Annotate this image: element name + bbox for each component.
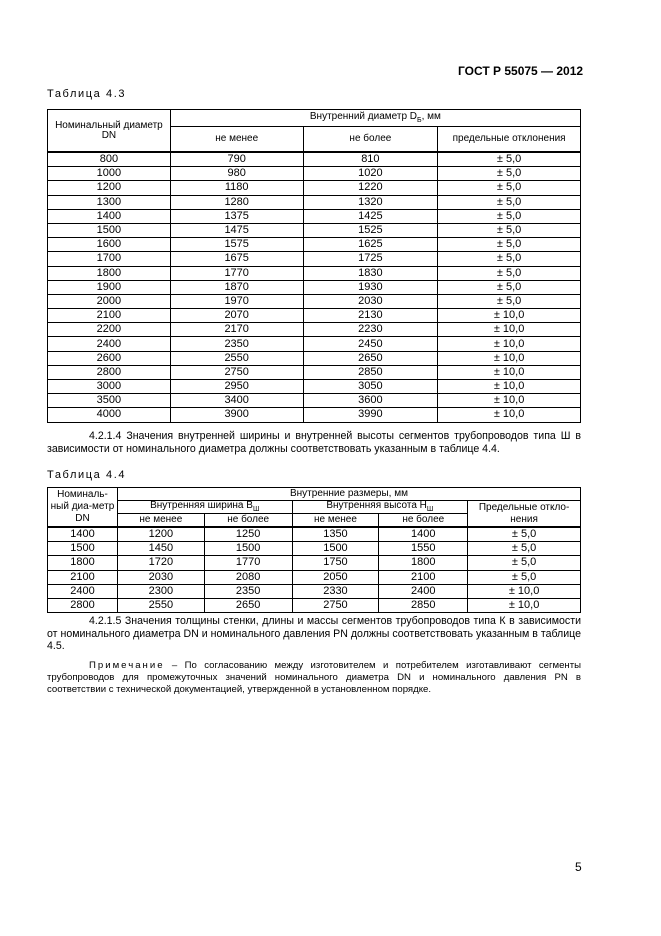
t44-cell: 1770 xyxy=(204,556,292,570)
t43-row xyxy=(48,252,581,266)
t44-row xyxy=(48,542,581,556)
t43-cell: 2800 xyxy=(48,365,171,379)
t43-cell: ± 5,0 xyxy=(438,152,581,167)
t43-cell: 2400 xyxy=(48,337,171,351)
t43-cell: 1770 xyxy=(170,266,303,280)
t43-cell: 2070 xyxy=(170,309,303,323)
t44-header-max2: не более xyxy=(379,514,468,528)
t43-cell: 1675 xyxy=(170,252,303,266)
t43-cell: 1900 xyxy=(48,280,171,294)
t43-cell: 1020 xyxy=(303,167,438,181)
t43-cell: 2450 xyxy=(303,337,438,351)
t44-cell: 1450 xyxy=(117,542,204,556)
t43-cell: 1475 xyxy=(170,223,303,237)
t43-cell: 3600 xyxy=(303,394,438,408)
t43-cell: 3400 xyxy=(170,394,303,408)
paragraph-4-2-1-5: 4.2.1.5 Значения толщины стенки, длины и массы сегментов трубопроводов типа К в зависимости от номинального диаметра DN и номинального давления PN должны соответствовать указанным в таблице 4.5. xyxy=(47,615,581,652)
t43-cell: 800 xyxy=(48,152,171,167)
t43-row xyxy=(48,195,581,209)
t43-cell: 1575 xyxy=(170,238,303,252)
t43-cell: 810 xyxy=(303,152,438,167)
table-4-4 xyxy=(47,487,581,613)
t44-cell: 1720 xyxy=(117,556,204,570)
t43-cell: 2950 xyxy=(170,380,303,394)
t43-cell: ± 5,0 xyxy=(438,266,581,280)
t44-header-dn: Номиналь-ный диа-метр DN xyxy=(48,488,118,528)
t44-cell: ± 5,0 xyxy=(468,542,581,556)
t43-cell: 3000 xyxy=(48,380,171,394)
t44-header-dev: Предельные откло-нения xyxy=(468,501,581,528)
t43-cell: 1500 xyxy=(48,223,171,237)
t43-cell: 1830 xyxy=(303,266,438,280)
t43-cell: 1180 xyxy=(170,181,303,195)
t44-row xyxy=(48,584,581,598)
t43-cell: 1320 xyxy=(303,195,438,209)
t43-row xyxy=(48,209,581,223)
note-text: – По согласованию между изготовителем и потребителем изготавливают сегменты трубопроводов для промежуточных значений номинального диаметра DN и номинального давления PN в соответствии с технической документацией, утвержденной в установленном порядке. xyxy=(47,660,581,695)
t43-cell: 1600 xyxy=(48,238,171,252)
t44-cell: 1400 xyxy=(379,527,468,542)
t43-cell: ± 5,0 xyxy=(438,167,581,181)
t43-cell: ± 10,0 xyxy=(438,351,581,365)
t43-cell: ± 5,0 xyxy=(438,252,581,266)
t44-cell: 2850 xyxy=(379,598,468,612)
t43-cell: 790 xyxy=(170,152,303,167)
t44-row xyxy=(48,556,581,570)
t43-cell: 2230 xyxy=(303,323,438,337)
t44-cell: 2030 xyxy=(117,570,204,584)
t44-header-min1: не менее xyxy=(117,514,204,528)
t43-cell: 2650 xyxy=(303,351,438,365)
t43-cell: 1930 xyxy=(303,280,438,294)
t43-cell: 1425 xyxy=(303,209,438,223)
t43-cell: ± 5,0 xyxy=(438,195,581,209)
t44-row xyxy=(48,527,581,542)
t43-cell: 2000 xyxy=(48,294,171,308)
t43-cell: 1725 xyxy=(303,252,438,266)
t44-cell: 2330 xyxy=(292,584,379,598)
table-4-4-caption: Таблица 4.4 xyxy=(47,469,127,481)
t44-cell: 1250 xyxy=(204,527,292,542)
t43-cell: 2850 xyxy=(303,365,438,379)
t44-header-max1: не более xyxy=(204,514,292,528)
t43-row xyxy=(48,266,581,280)
t44-cell: 2100 xyxy=(379,570,468,584)
t43-cell: ± 10,0 xyxy=(438,380,581,394)
t43-cell: ± 10,0 xyxy=(438,365,581,379)
t43-row xyxy=(48,351,581,365)
t43-row xyxy=(48,223,581,237)
t43-cell: 1400 xyxy=(48,209,171,223)
t44-header-height: Внутренняя высота $H_Ш$ xyxy=(292,501,468,514)
t44-header-group: Внутренние размеры, мм xyxy=(117,488,580,501)
t43-header-max: не более xyxy=(303,127,438,153)
table-4-3-caption: Таблица 4.3 xyxy=(47,88,127,100)
table-4-3 xyxy=(47,109,581,423)
t43-cell: 1300 xyxy=(48,195,171,209)
t43-cell: 3990 xyxy=(303,408,438,422)
t44-cell: ± 5,0 xyxy=(468,556,581,570)
t43-row xyxy=(48,337,581,351)
t44-cell: 1200 xyxy=(117,527,204,542)
t44-cell: ± 5,0 xyxy=(468,527,581,542)
t43-row xyxy=(48,181,581,195)
t44-row xyxy=(48,598,581,612)
t44-cell: 1500 xyxy=(204,542,292,556)
t44-cell: 1800 xyxy=(48,556,118,570)
t43-row xyxy=(48,294,581,308)
t43-header-dev: предельные отклонения xyxy=(438,127,581,153)
t43-header-min: не менее xyxy=(170,127,303,153)
t44-cell: ± 10,0 xyxy=(468,584,581,598)
t43-cell: ± 5,0 xyxy=(438,280,581,294)
t43-cell: 2130 xyxy=(303,309,438,323)
page-number: 5 xyxy=(575,860,582,874)
t43-cell: 1525 xyxy=(303,223,438,237)
t43-cell: 1625 xyxy=(303,238,438,252)
t44-cell: 2550 xyxy=(117,598,204,612)
t43-cell: 2200 xyxy=(48,323,171,337)
t43-row xyxy=(48,238,581,252)
t43-header-dn: Номинальный диаметр DN xyxy=(48,110,171,153)
t43-cell: ± 10,0 xyxy=(438,309,581,323)
note-label: Примечание xyxy=(89,660,165,671)
t44-cell: 1350 xyxy=(292,527,379,542)
t43-cell: 3050 xyxy=(303,380,438,394)
t44-cell: ± 5,0 xyxy=(468,570,581,584)
t44-cell: 1550 xyxy=(379,542,468,556)
t43-cell: 2100 xyxy=(48,309,171,323)
t43-cell: 1200 xyxy=(48,181,171,195)
t43-cell: 2170 xyxy=(170,323,303,337)
t43-cell: 1375 xyxy=(170,209,303,223)
t43-cell: 4000 xyxy=(48,408,171,422)
t44-cell: 2080 xyxy=(204,570,292,584)
t43-cell: ± 10,0 xyxy=(438,408,581,422)
t43-row xyxy=(48,365,581,379)
t43-row xyxy=(48,394,581,408)
t43-cell: ± 5,0 xyxy=(438,294,581,308)
standard-number: ГОСТ Р 55075 — 2012 xyxy=(458,64,584,78)
t44-cell: 1800 xyxy=(379,556,468,570)
t43-cell: 1280 xyxy=(170,195,303,209)
t44-cell: ± 10,0 xyxy=(468,598,581,612)
t43-cell: 1700 xyxy=(48,252,171,266)
t43-row xyxy=(48,152,581,167)
t43-cell: 1800 xyxy=(48,266,171,280)
t43-row xyxy=(48,309,581,323)
t44-cell: 1500 xyxy=(292,542,379,556)
t43-cell: 2750 xyxy=(170,365,303,379)
t44-cell: 2750 xyxy=(292,598,379,612)
t44-cell: 2400 xyxy=(48,584,118,598)
t43-row xyxy=(48,380,581,394)
t43-cell: 2600 xyxy=(48,351,171,365)
t44-cell: 2350 xyxy=(204,584,292,598)
t44-cell: 2100 xyxy=(48,570,118,584)
t43-row xyxy=(48,167,581,181)
t43-cell: ± 10,0 xyxy=(438,323,581,337)
t43-cell: 980 xyxy=(170,167,303,181)
t44-cell: 1400 xyxy=(48,527,118,542)
t43-cell: ± 5,0 xyxy=(438,181,581,195)
note xyxy=(47,660,581,696)
t43-cell: 1220 xyxy=(303,181,438,195)
t44-header-width: Внутренняя ширина $B_Ш$ xyxy=(117,501,292,514)
t43-header-group: Внутренний диаметр $D_Б$, мм xyxy=(170,110,580,127)
t43-cell: 3900 xyxy=(170,408,303,422)
t43-cell: 1870 xyxy=(170,280,303,294)
t43-cell: ± 10,0 xyxy=(438,394,581,408)
t44-row xyxy=(48,570,581,584)
t43-cell: 2030 xyxy=(303,294,438,308)
t43-cell: 1970 xyxy=(170,294,303,308)
t43-cell: ± 10,0 xyxy=(438,337,581,351)
t44-cell: 2650 xyxy=(204,598,292,612)
t43-cell: ± 5,0 xyxy=(438,238,581,252)
t43-cell: 1000 xyxy=(48,167,171,181)
t44-cell: 2800 xyxy=(48,598,118,612)
t44-cell: 2400 xyxy=(379,584,468,598)
t43-row xyxy=(48,323,581,337)
t43-cell: ± 5,0 xyxy=(438,209,581,223)
t43-cell: 2350 xyxy=(170,337,303,351)
t44-header-min2: не менее xyxy=(292,514,379,528)
t43-cell: 2550 xyxy=(170,351,303,365)
t43-cell: ± 5,0 xyxy=(438,223,581,237)
t43-row xyxy=(48,408,581,422)
t44-cell: 2300 xyxy=(117,584,204,598)
paragraph-4-2-1-4: 4.2.1.4 Значения внутренней ширины и внутренней высоты сегментов трубопроводов типа Ш в зависимости от номинального диаметра должны соответствовать указанным в таблице 4.4. xyxy=(47,430,581,455)
t43-cell: 3500 xyxy=(48,394,171,408)
t44-cell: 1750 xyxy=(292,556,379,570)
t43-row xyxy=(48,280,581,294)
t44-cell: 1500 xyxy=(48,542,118,556)
t44-cell: 2050 xyxy=(292,570,379,584)
